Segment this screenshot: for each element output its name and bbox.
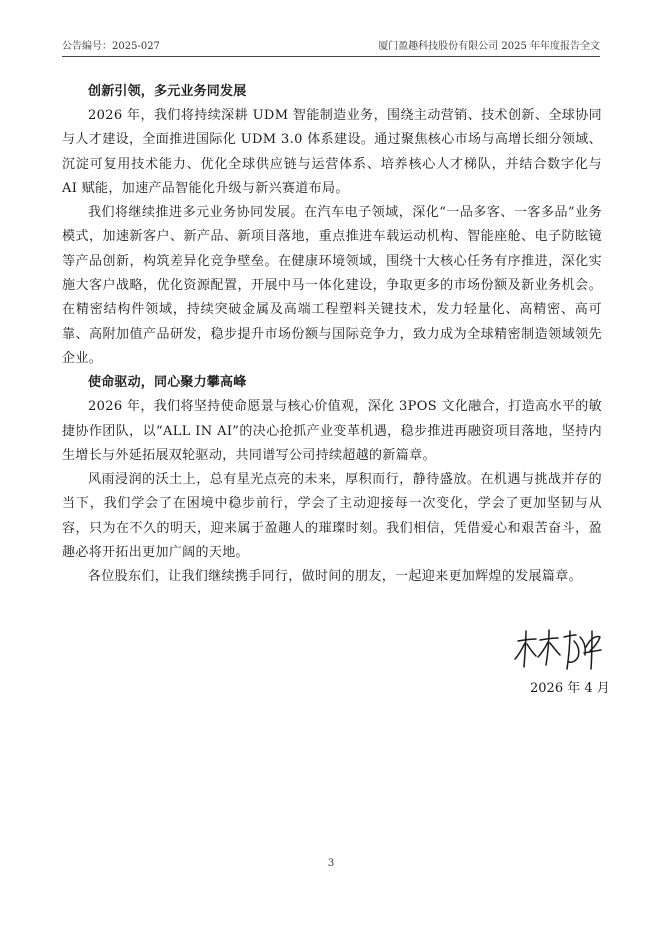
page-header [62,38,600,57]
paragraph-mission-values: 2026 年，我们将坚持使命愿景与核心价值观，深化 3POS 文化融合，打造高水平的敏捷协作团队，以“ALL IN AI”的决心抢抓产业变革机遇，稳步推进再融资项目落地，坚持内生增长与外延拓展双轮驱动，共同谱写公司持续超越的新篇章。 [62,399,602,463]
section-heading-mission: 使命驱动，同心聚力攀高峰 [88,375,247,391]
handwritten-signature [512,627,604,673]
paragraph-shareholders: 各位股东们，让我们继续携手同行，做时间的朋友，一起迎来更加辉煌的发展篇章。 [88,569,582,585]
letter-date: 2026 年 4 月 [530,681,610,696]
report-title: 厦门盈趣科技股份有限公司 2025 年年度报告全文 [378,41,600,52]
paragraph-diversified-business: 我们将继续推进多元业务协同发展。在汽车电子领域，深化“一品多客、一客多品”业务模式，加速新客户、新产品、新项目落地，重点推进车载运动机构、智能座舱、电子防眩镜等产品创新，构筑差异化竞争壁垒。在健康环境领域，围绕十大核心任务有序推进，深化实施大客户战略，优化资源配置，开展中马一体化建设，争取更多的市场份额及新业务机会。在精密结构件领域，持续突破金属及高端工程塑料关键技术，发力轻量化、高精密、高可靠、高附加值产品研发，稳步提升市场份额与国际竞争力，致力成为全球精密制造领域领先企业。 [62,205,602,366]
section-heading-innovation: 创新引领，多元业务同发展 [88,84,247,99]
notice-number: 公告编号：2025-027 [62,41,160,52]
paragraph-udm-business: 2026 年，我们将持续深耕 UDM 智能制造业务，围绕主动营销、技术创新、全球协同与人才建设，全面推进国际化 UDM 3.0 体系建设。通过聚焦核心市场与高增长细分领域、沉淀可复用技术能力、优化全球供应链与运营体系、培养核心人才梯队，并结合数字化与 AI 赋能，加速产品智能化升级与新兴赛道布局。 [62,108,602,196]
page-number: 3 [327,858,335,869]
letter-body [62,80,602,590]
paragraph-outlook: 风雨浸润的沃土上，总有星光点亮的未来，厚积而行，静待盛放。在机遇与挑战并存的当下，我们学会了在困境中稳步前行，学会了主动迎接每一次变化，学会了更加坚韧与从容，只为在不久的明天，迎来属于盈趣人的璀璨时刻。我们相信，凭借爱心和艰苦奋斗，盈趣必将开拓出更加广阔的天地。 [62,472,602,561]
